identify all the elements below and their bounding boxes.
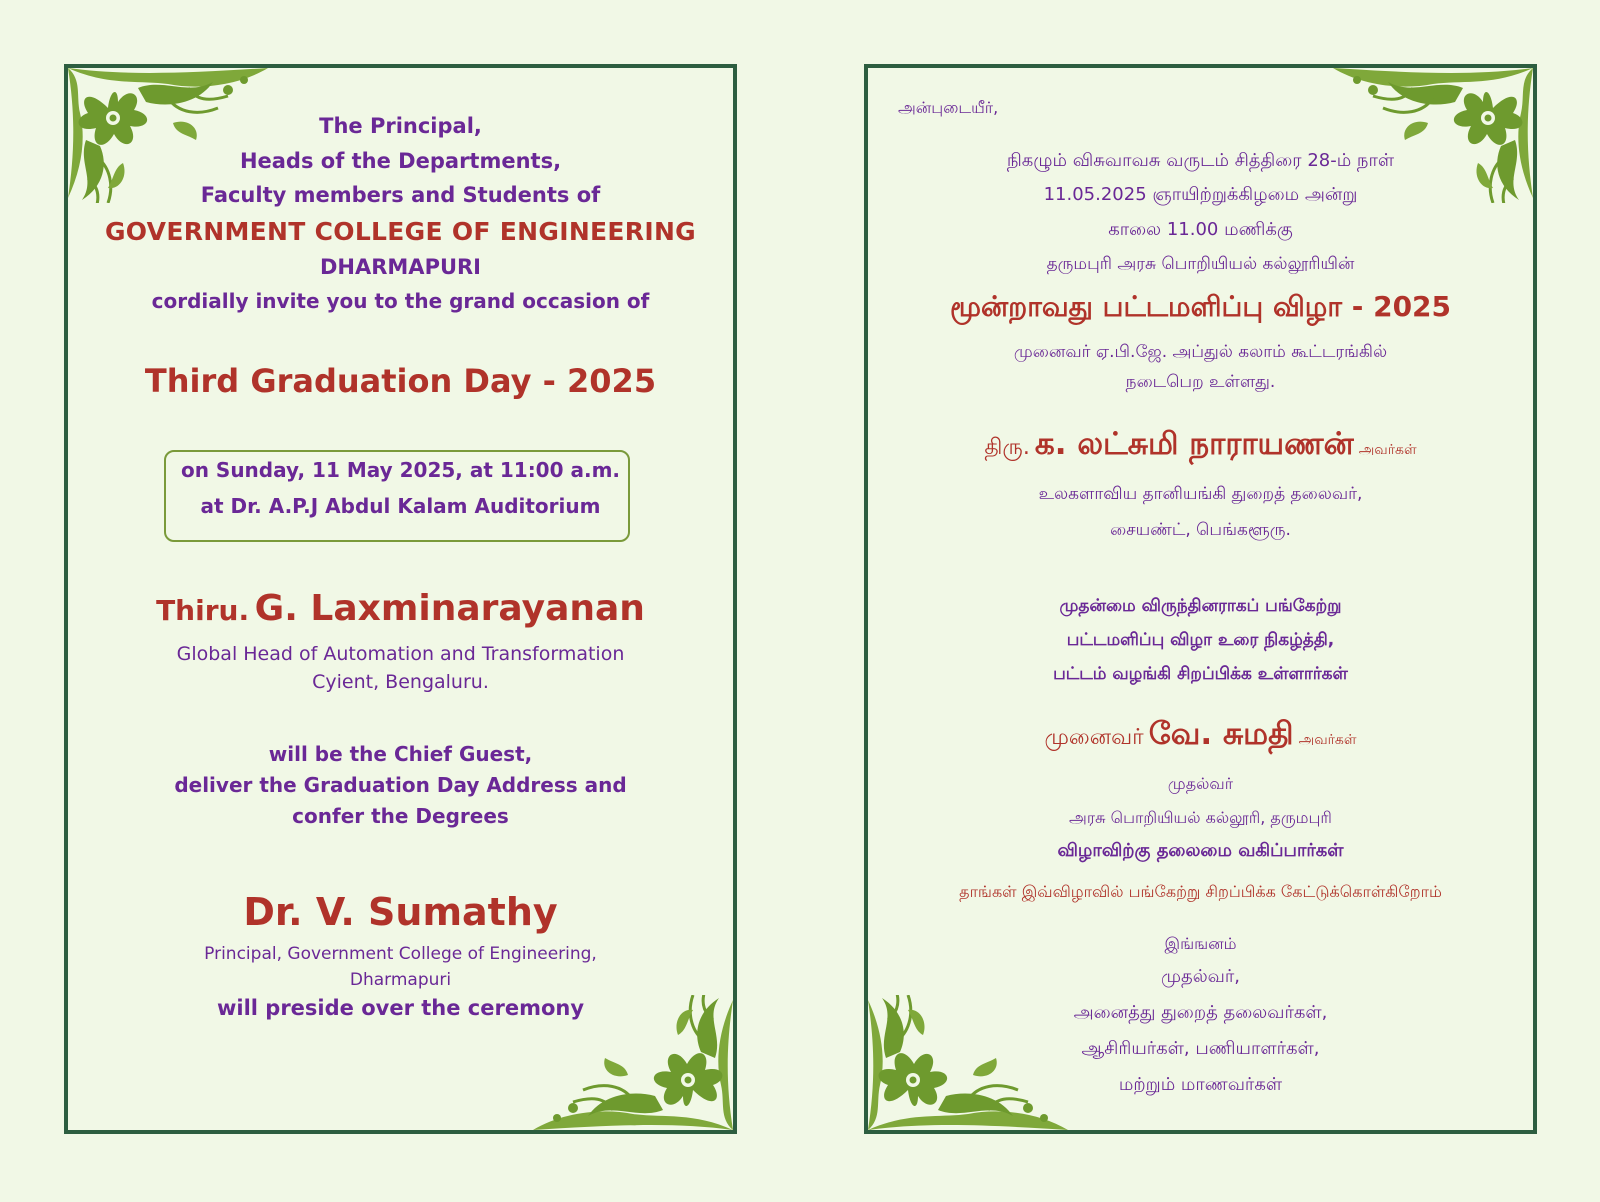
sign-staff: ஆசிரியர்கள், பணியாளர்கள், — [1081, 1038, 1320, 1059]
chief-guest-name: G. Laxminarayanan — [254, 588, 645, 629]
tamil-invitation-card — [864, 64, 1537, 1134]
date-line-1: நிகழும் விசுவாவசு வருடம் சித்திரை 28-ம் நாள் — [1006, 150, 1395, 171]
chief-guest-heading — [68, 588, 733, 629]
presider-prefix: முனைவர் — [1044, 725, 1144, 750]
chief-guest-duty-2: பட்டமளிப்பு விழா உரை நிகழ்த்தி, — [1066, 630, 1335, 650]
presider-name: வே. சுமதி — [1148, 716, 1294, 752]
event-title: Third Graduation Day - 2025 — [144, 362, 657, 400]
chief-guest-org: Cyient, Bengaluru. — [312, 671, 489, 693]
chief-guest-prefix: Thiru. — [156, 594, 250, 627]
salutation: அன்புடையீர், — [898, 98, 999, 117]
presider-name: Dr. V. Sumathy — [243, 890, 558, 934]
english-invitation-card — [64, 64, 737, 1134]
chief-guest-role: உலகளாவிய தானியங்கி துறைத் தலைவர், — [1038, 484, 1363, 504]
venue-place: at Dr. A.P.J Abdul Kalam Auditorium — [200, 494, 601, 518]
presider-duty: will preside over the ceremony — [216, 996, 585, 1020]
presider-org: அரசு பொறியியல் கல்லூரி, தருமபுரி — [1069, 808, 1332, 827]
presider-heading-tamil — [868, 716, 1533, 756]
chief-guest-duty-1: முதன்மை விருந்தினராகப் பங்கேற்று — [1059, 596, 1342, 616]
venue-date: on Sunday, 11 May 2025, at 11:00 a.m. — [180, 458, 621, 482]
closing: இங்ஙனம் — [1164, 934, 1237, 953]
presider-role: Principal, Government College of Engineering, — [204, 944, 597, 964]
date-line-2: 11.05.2025 ஞாயிற்றுக்கிழமை அன்று — [1043, 184, 1358, 205]
sign-hods: அனைத்து துறைத் தலைவர்கள், — [1073, 1002, 1328, 1023]
request-line: தாங்கள் இவ்விழாவில் பங்கேற்று சிறப்பிக்க கேட்டுக்கொள்கிறோம் — [959, 882, 1442, 901]
college-line: தருமபுரி அரசு பொறியியல் கல்லூரியின் — [1046, 254, 1355, 274]
chief-guest-role: Global Head of Automation and Transformation — [176, 643, 625, 665]
presider-suffix: அவர்கள் — [1298, 732, 1357, 748]
addressee-principal: The Principal, — [319, 114, 482, 138]
floral-corner-icon — [1323, 68, 1533, 203]
presider-role: முதல்வர் — [1167, 774, 1234, 793]
presider-place: Dharmapuri — [349, 970, 452, 990]
venue-line-2: நடைபெற உள்ளது. — [1125, 372, 1276, 392]
addressee-faculty: Faculty members and Students of — [200, 183, 601, 207]
chief-guest-duty-1: will be the Chief Guest, — [268, 742, 533, 766]
chief-guest-heading-tamil — [868, 426, 1533, 466]
presider-duty: விழாவிற்கு தலைமை வகிப்பார்கள் — [1057, 840, 1344, 861]
chief-guest-duty-2: deliver the Graduation Day Address and — [174, 773, 627, 797]
date-line-3: காலை 11.00 மணிக்கு — [1108, 219, 1293, 240]
sign-students: மற்றும் மாணவர்கள் — [1118, 1074, 1283, 1095]
chief-guest-duty-3: confer the Degrees — [292, 804, 509, 828]
chief-guest-org: சையண்ட், பெங்களூரு. — [1110, 520, 1291, 540]
venue-line-1: முனைவர் ஏ.பி.ஜே. அப்துல் கலாம் கூட்டரங்கில் — [1013, 342, 1388, 362]
chief-guest-name: க. லட்சுமி நாராயணன் — [1034, 426, 1354, 462]
invite-line: cordially invite you to the grand occasion of — [151, 289, 650, 313]
chief-guest-duty-3: பட்டம் வழங்கி சிறப்பிக்க உள்ளார்கள் — [1053, 664, 1348, 684]
event-title-tamil: மூன்றாவது பட்டமளிப்பு விழா - 2025 — [949, 290, 1452, 323]
addressee-hods: Heads of the Departments, — [239, 149, 562, 173]
college-place: DHARMAPURI — [319, 255, 481, 279]
chief-guest-prefix: திரு. — [984, 435, 1030, 460]
sign-principal: முதல்வர், — [1160, 966, 1240, 987]
college-name: GOVERNMENT COLLEGE OF ENGINEERING — [104, 217, 696, 246]
chief-guest-suffix: அவர்கள் — [1358, 442, 1417, 458]
